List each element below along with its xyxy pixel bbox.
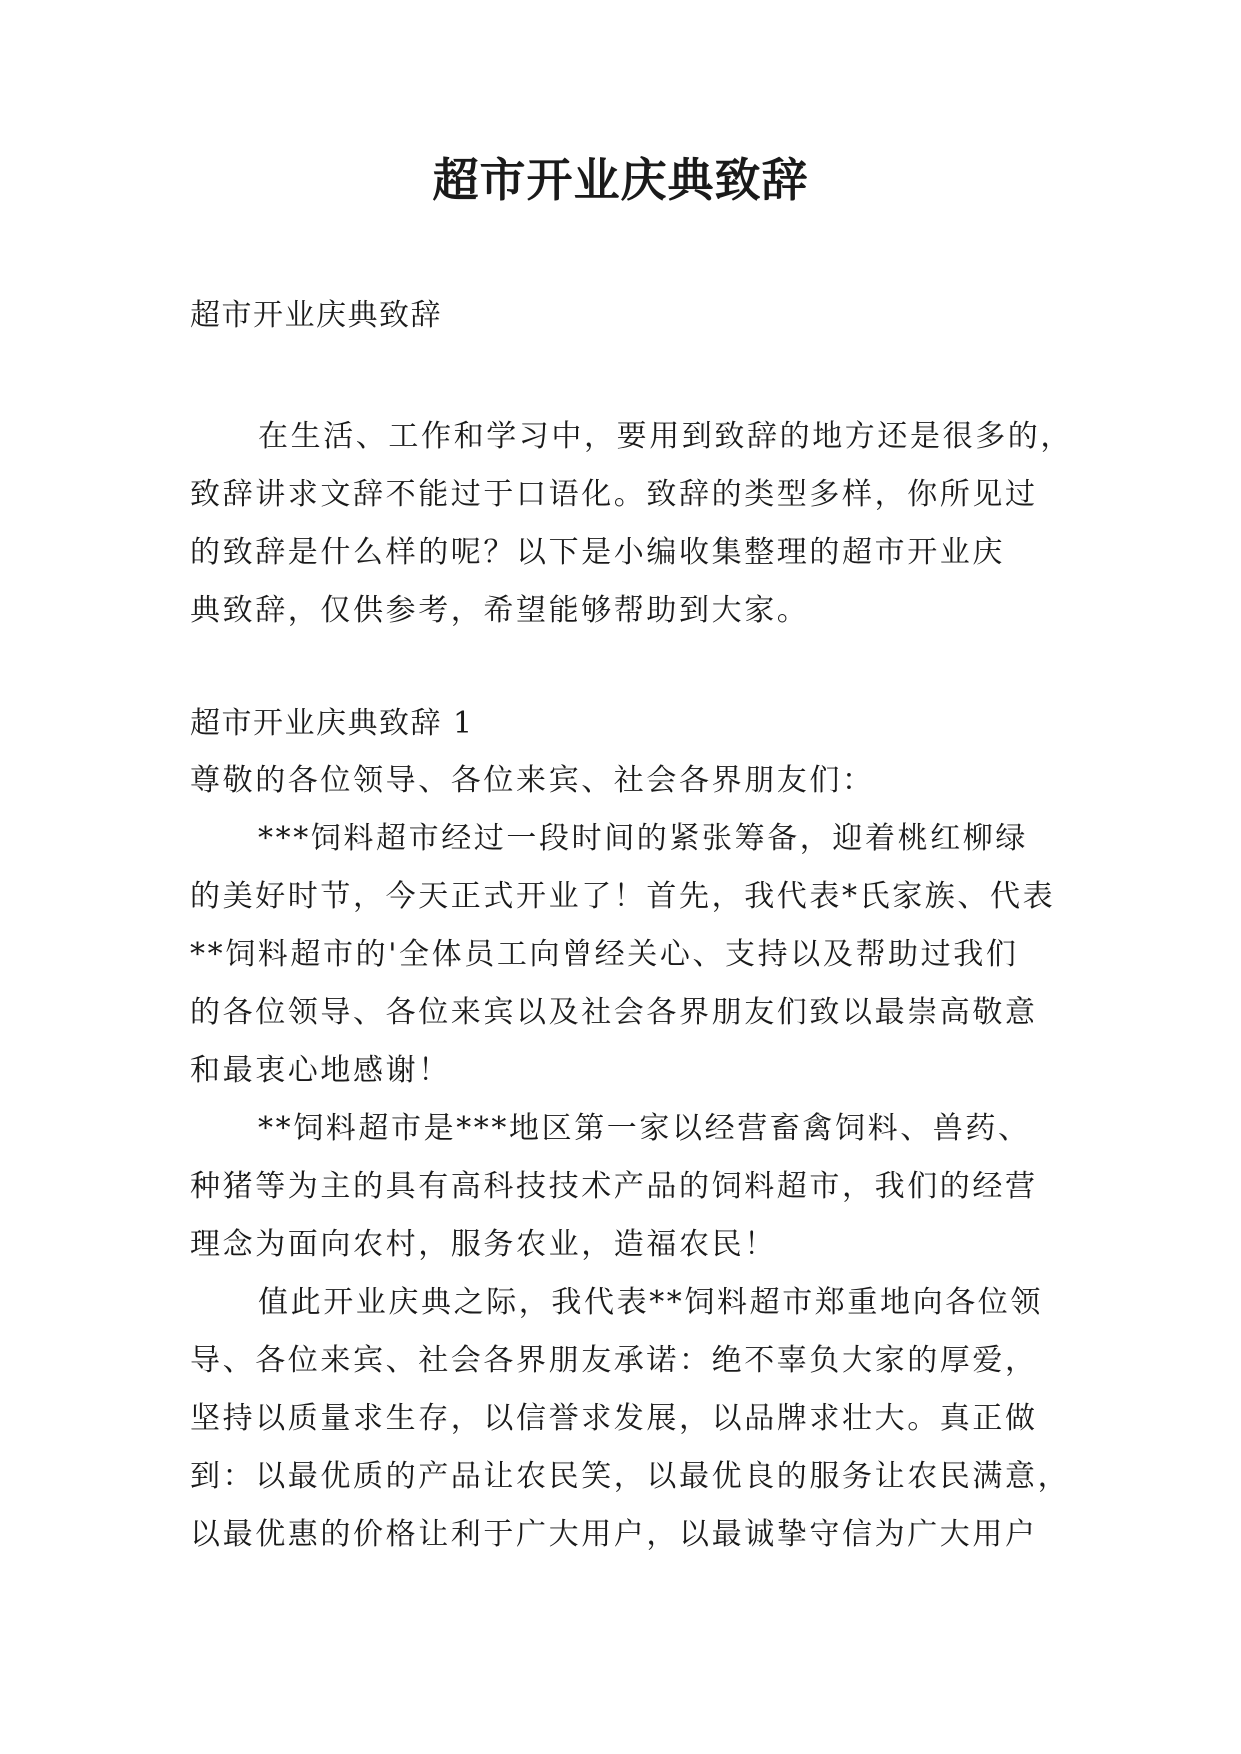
speech-section xyxy=(190,696,1071,1564)
intro-line: 致辞讲求文辞不能过于口语化。致辞的类型多样，你所见过 xyxy=(190,477,1038,512)
document-body xyxy=(190,288,1073,1564)
intro-paragraph xyxy=(190,408,1073,640)
paragraph-line: **饲料超市的'全体员工向曾经关心、支持以及帮助过我们 xyxy=(190,937,1019,972)
paragraph-opening xyxy=(190,810,1060,1100)
section-title: 超市开业庆典致辞 1 xyxy=(190,706,474,741)
paragraph-line: 和最衷心地感谢！ xyxy=(190,1053,451,1088)
paragraph-line: 坚持以质量求生存，以信誉求发展，以品牌求壮大。真正做 xyxy=(190,1401,1038,1436)
intro-line: 典致辞，仅供参考，希望能够帮助到大家。 xyxy=(190,593,810,628)
paragraph-commitment xyxy=(190,1274,1071,1564)
paragraph-line: 的美好时节，今天正式开业了！首先，我代表*氏家族、代表 xyxy=(190,879,1056,914)
intro-line: 在生活、工作和学习中，要用到致辞的地方还是很多的， xyxy=(258,419,1073,454)
paragraph-line: 值此开业庆典之际，我代表**饲料超市郑重地向各位领 xyxy=(258,1285,1043,1320)
paragraph-business xyxy=(190,1100,1060,1274)
paragraph-line: 理念为面向农村，服务农业，造福农民！ xyxy=(190,1227,777,1262)
greeting-line: 尊敬的各位领导、各位来宾、社会各界朋友们： xyxy=(190,763,875,798)
intro-line: 的致辞是什么样的呢？以下是小编收集整理的超市开业庆 xyxy=(190,535,1005,570)
paragraph-line: 到：以最优质的产品让农民笑，以最优良的服务让农民满意， xyxy=(190,1459,1071,1494)
paragraph-line: 以最优惠的价格让利于广大用户，以最诚挚守信为广大用户 xyxy=(190,1517,1038,1552)
paragraph-line: 的各位领导、各位来宾以及社会各界朋友们致以最崇高敬意 xyxy=(190,995,1038,1030)
paragraph-line: ***饲料超市经过一段时间的紧张筹备，迎着桃红柳绿 xyxy=(258,821,1028,856)
document-subtitle: 超市开业庆典致辞 xyxy=(190,298,442,333)
paragraph-line: 种猪等为主的具有高科技技术产品的饲料超市，我们的经营 xyxy=(190,1169,1038,1204)
document-title: 超市开业庆典致辞 xyxy=(432,153,809,207)
paragraph-line: 导、各位来宾、社会各界朋友承诺：绝不辜负大家的厚爱， xyxy=(190,1343,1038,1378)
paragraph-line: **饲料超市是***地区第一家以经营畜禽饲料、兽药、 xyxy=(258,1111,1031,1146)
